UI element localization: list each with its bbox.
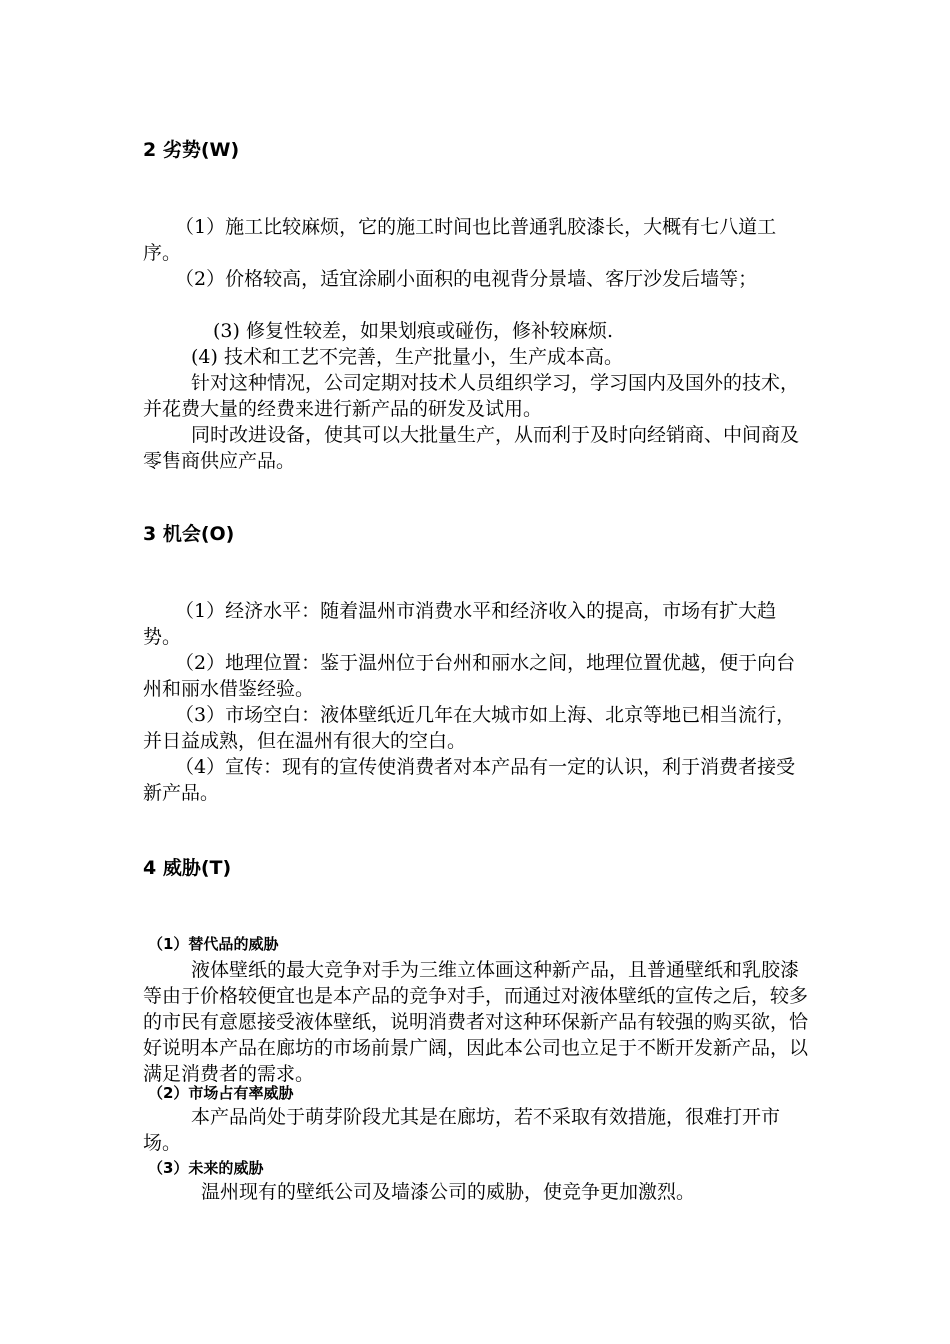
opportunity-item-3: （3）市场空白：液体壁纸近几年在大城市如上海、北京等地已相当流行，并日益成熟，但在温州有很大的空白。 bbox=[143, 704, 796, 752]
threat-section-body-3: 温州现有的壁纸公司及墙漆公司的威胁，使竞争更加激烈。 bbox=[201, 1181, 696, 1203]
opportunity-item-2: （2）地理位置：鉴于温州位于台州和丽水之间，地理位置优越，便于向台州和丽水借鉴经验。 bbox=[143, 652, 796, 700]
heading-opportunity: 3 机会(O) bbox=[143, 523, 235, 545]
weakness-item-4: (4) 技术和工艺不完善，生产批量小，生产成本高。 bbox=[191, 346, 623, 368]
opportunity-item-4: （4）宣传：现有的宣传使消费者对本产品有一定的认识，利于消费者接受新产品。 bbox=[143, 756, 796, 804]
threat-section-title-1: （1）替代品的威胁 bbox=[148, 935, 279, 953]
weakness-item-3: (3) 修复性较差，如果划痕或碰伤，修补较麻烦. bbox=[213, 320, 613, 342]
weakness-item-2: （2）价格较高，适宜涂刷小面积的电视背分景墙、客厅沙发后墙等； bbox=[175, 268, 758, 290]
opportunity-item-1: （1）经济水平：随着温州市消费水平和经济收入的提高，市场有扩大趋势。 bbox=[143, 600, 777, 648]
threat-section-body-1: 液体壁纸的最大竞争对手为三维立体画这种新产品，且普通壁纸和乳胶漆等由于价格较便宜也是本产品的竞争对手，而通过对液体壁纸的宣传之后，较多的市民有意愿接受液体壁纸，说明消费者对这种环保新产品有较强的购买欲，恰好说明本产品在廊坊的市场前景广阔，因此本公司也立足于不断开发新产品，以满足消费者的需求。 bbox=[143, 959, 809, 1085]
threat-section-title-2: （2）市场占有率威胁 bbox=[148, 1084, 294, 1102]
heading-threat: 4 威胁(T) bbox=[143, 857, 232, 879]
weakness-paragraph-2: 同时改进设备，使其可以大批量生产，从而利于及时向经销商、中间商及零售商供应产品。 bbox=[143, 424, 800, 472]
weakness-paragraph-1: 针对这种情况，公司定期对技术人员组织学习，学习国内及国外的技术，并花费大量的经费来进行新产品的研发及试用。 bbox=[143, 372, 800, 420]
weakness-item-1: （1）施工比较麻烦，它的施工时间也比普通乳胶漆长，大概有七八道工序。 bbox=[143, 216, 777, 264]
threat-section-body-2: 本产品尚处于萌芽阶段尤其是在廊坊，若不采取有效措施，很难打开市场。 bbox=[143, 1106, 781, 1154]
threat-section-title-3: （3）未来的威胁 bbox=[148, 1159, 264, 1177]
heading-weakness: 2 劣势(W) bbox=[143, 139, 240, 161]
